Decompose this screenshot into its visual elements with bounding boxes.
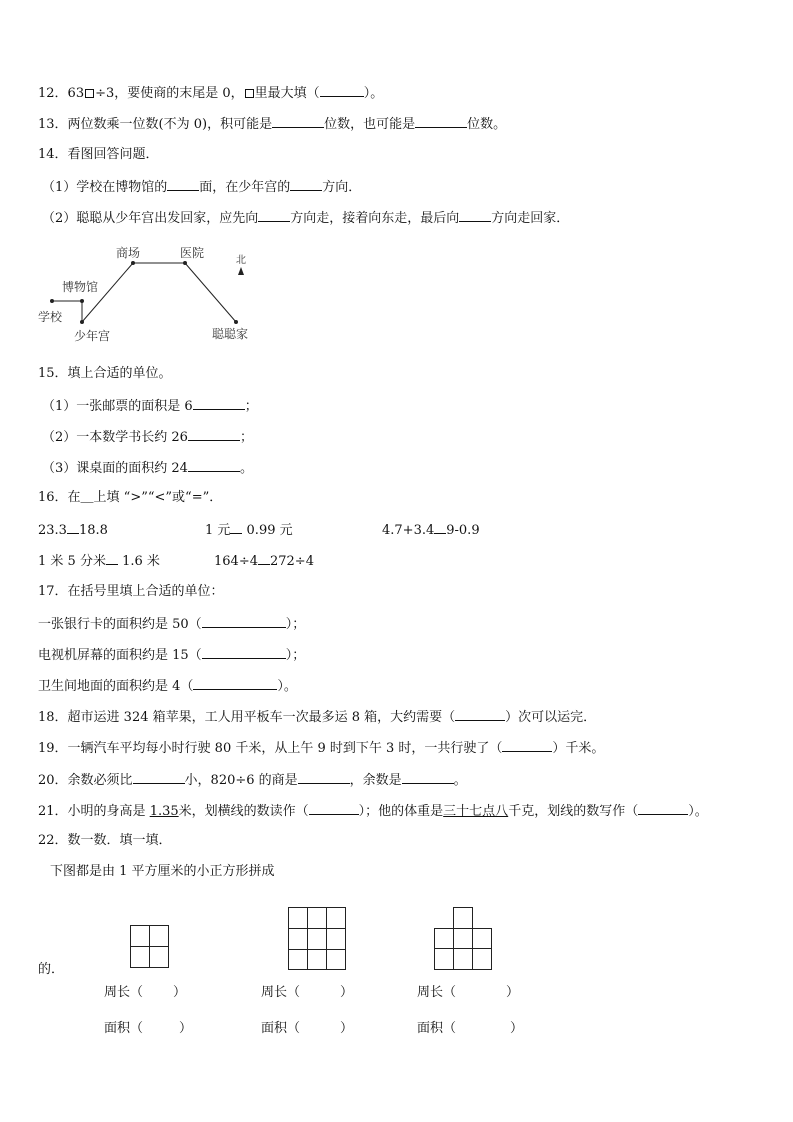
- small-box-icon: [85, 89, 94, 98]
- question-17-line-2: 电视机屏幕的面积约是 15（ ）；: [38, 645, 305, 665]
- map-point-hospital: [183, 261, 187, 265]
- answer-blank[interactable]: [202, 614, 286, 628]
- question-14-part-2: （2）聪聪从少年宫出发回家，应先向 方向走，接着向东走，最后向 方向走回家．: [42, 208, 569, 228]
- compare-item: 1 米 5 分米 1.6 米: [38, 551, 160, 571]
- north-arrow-icon: [238, 267, 244, 275]
- compare-blank[interactable]: [230, 520, 242, 534]
- question-17-line-3: 卫生间地面的面积约是 4（ ）。: [38, 676, 297, 696]
- question-15-title: 15．填上合适的单位。: [38, 366, 172, 381]
- compare-item: 1 元 0.99 元: [205, 520, 293, 540]
- compare-blank[interactable]: [67, 520, 79, 534]
- perimeter-label-1: 周长（ ）: [104, 985, 187, 1000]
- answer-blank[interactable]: [193, 396, 245, 410]
- question-15-item-2: （2）一本数学书长约 26 ；: [42, 427, 253, 447]
- answer-blank[interactable]: [133, 770, 185, 784]
- compare-item: 4.7+3.4 9-0.9: [382, 520, 480, 540]
- question-14-part-1: （1）学校在博物馆的 面，在少年宫的 方向．: [42, 177, 361, 197]
- question-17-line-1: 一张银行卡的面积约是 50（ ）；: [38, 614, 305, 634]
- area-label-3: 面积（ ）: [417, 1021, 524, 1036]
- answer-blank[interactable]: [455, 707, 505, 721]
- compare-item: 164÷4 272÷4: [214, 551, 314, 571]
- question-22-intro: 下图都是由 1 平方厘米的小正方形拼成: [50, 864, 275, 879]
- perimeter-label-2: 周长（ ）: [261, 985, 354, 1000]
- answer-blank[interactable]: [188, 427, 240, 441]
- map-label-home: 聪聪家: [212, 327, 249, 341]
- answer-blank[interactable]: [272, 114, 324, 128]
- answer-blank[interactable]: [320, 83, 364, 97]
- answer-blank[interactable]: [298, 770, 350, 784]
- answer-blank[interactable]: [415, 114, 467, 128]
- map-point-youth-palace: [80, 320, 84, 324]
- answer-blank[interactable]: [258, 208, 290, 222]
- question-13: 13．两位数乘一位数(不为 0)，积可能是 位数，也可能是 位数。: [38, 114, 506, 134]
- direction-map: [36, 240, 266, 350]
- square-figure-3: [434, 907, 496, 971]
- question-21: 21．小明的身高是 1.35米，划横线的数读作（ ）；他的体重是三十七点八千克，划线的数写作（ ）。: [38, 801, 708, 821]
- area-label-1: 面积（ ）: [104, 1021, 193, 1036]
- answer-blank[interactable]: [459, 208, 491, 222]
- compare-blank[interactable]: [258, 551, 270, 565]
- map-label-mall: 商场: [116, 246, 141, 260]
- map-label-north: 北: [236, 255, 246, 266]
- question-22-tail: 的．: [38, 962, 65, 977]
- question-17-title: 17．在括号里填上合适的单位：: [38, 584, 224, 599]
- square-figure-2: [288, 907, 348, 971]
- question-19: 19．一辆汽车平均每小时行驶 80 千米，从上午 9 时到下午 3 时，一共行驶了（ ）千米。: [38, 738, 604, 758]
- question-15-item-1: （1）一张邮票的面积是 6 ；: [42, 396, 258, 416]
- question-12: 12．63 ÷3，要使商的末尾是 0， 里最大填（ ）。: [38, 83, 383, 103]
- map-label-museum: 博物馆: [62, 280, 99, 294]
- map-point-school: [50, 299, 54, 303]
- compare-item: 23.3 18.8: [38, 520, 108, 540]
- answer-blank[interactable]: [193, 676, 277, 690]
- perimeter-label-3: 周长（ ）: [417, 985, 520, 1000]
- map-point-museum: [80, 299, 84, 303]
- answer-blank[interactable]: [502, 738, 552, 752]
- answer-blank[interactable]: [638, 801, 688, 815]
- answer-blank[interactable]: [188, 458, 240, 472]
- answer-blank[interactable]: [202, 645, 286, 659]
- question-14-title: 14．看图回答问题．: [38, 147, 159, 162]
- question-18: 18．超市运进 324 箱苹果，工人用平板车一次最多运 8 箱，大约需要（ ）次可以运完．: [38, 707, 596, 727]
- answer-blank[interactable]: [402, 770, 454, 784]
- compare-blank[interactable]: [106, 551, 118, 565]
- question-15-item-3: （3）课桌面的面积约 24 。: [42, 458, 253, 478]
- map-road: [185, 263, 236, 322]
- map-label-youth-palace: 少年宫: [74, 329, 111, 343]
- map-label-hospital: 医院: [180, 246, 205, 260]
- answer-blank[interactable]: [309, 801, 359, 815]
- question-22-title: 22．数一数．填一填．: [38, 833, 172, 848]
- map-label-school: 学校: [38, 310, 63, 324]
- question-20: 20．余数必须比 小，820÷6 的商是 ，余数是 。: [38, 770, 467, 790]
- answer-blank[interactable]: [167, 177, 199, 191]
- map-point-mall: [131, 261, 135, 265]
- map-point-home: [234, 320, 238, 324]
- area-label-2: 面积（ ）: [261, 1021, 354, 1036]
- small-box-icon: [245, 89, 254, 98]
- question-16-title: 16．在＿上填 “>”“<”或“=”．: [38, 490, 223, 505]
- compare-blank[interactable]: [434, 520, 446, 534]
- square-figure-1: [130, 925, 170, 969]
- answer-blank[interactable]: [290, 177, 322, 191]
